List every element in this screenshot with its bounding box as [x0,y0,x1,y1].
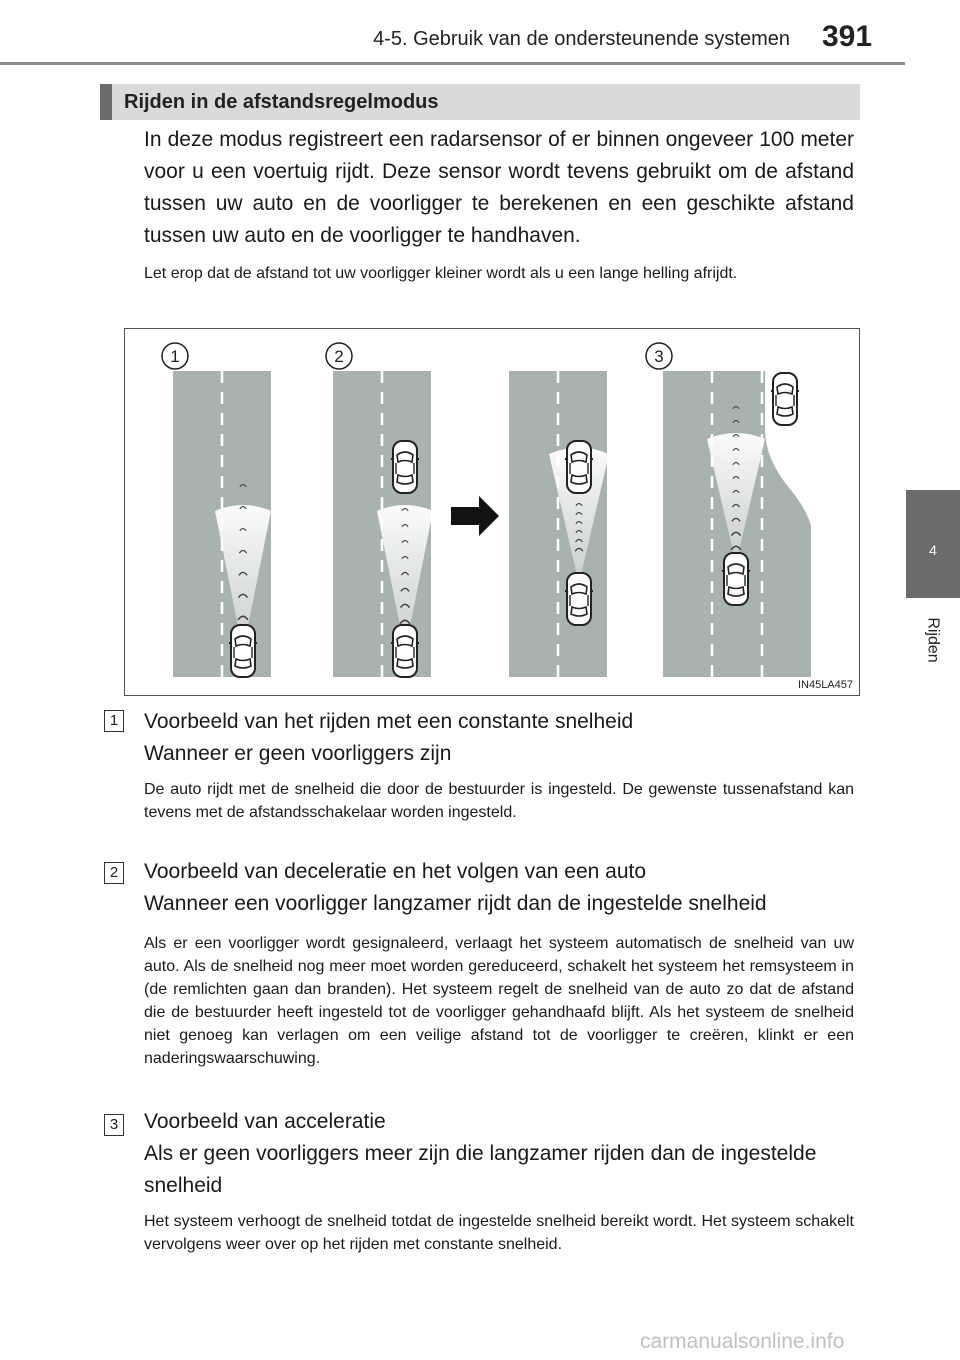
header-divider [0,62,905,65]
item-description: Als er een voorligger wordt gesignaleerd, verlaagt het systeem automatisch de snelheid van uw auto. Als de snelheid nog meer moet worden gereduceerd, schakelt het systeem het remsysteem in (de remlichten gaan dan branden). Het systeem regelt de snelheid van de auto zo dat de afstand die de bestuurder heeft ingesteld tot de voorligger gehandhaafd blijft. Als het systeem de snelheid niet genoeg kan verlagen om een veilige afstand tot de voorligger te creëren, klinkt er een naderingswaarschuwing. [144,935,854,1067]
watermark: carmanualsonline.info [640,1330,845,1353]
item-description: De auto rijdt met de snelheid die door de bestuurder is ingesteld. De gewenste tussenafstand kan tevens met de afstandsschakelaar worden ingesteld. [144,781,854,821]
svg-text:2: 2 [334,347,344,366]
item-number-badge: 2 [104,862,124,884]
svg-text:3: 3 [654,347,664,366]
chapter-number: 4 [929,542,937,558]
figure-code: IN45LA457 [797,679,853,691]
item-title-line2: Wanneer er geen voorliggers zijn [144,742,452,765]
chapter-tab [906,490,960,598]
chapter-label: Rijden [924,617,942,663]
item-title-line1: Voorbeeld van acceleratie [144,1110,386,1133]
car-icon [771,373,799,425]
car-icon [229,625,257,677]
item-title-line1: Voorbeeld van het rijden met een constante snelheid [144,710,634,733]
car-icon [391,441,419,493]
item-number-badge: 1 [104,710,124,732]
page-number: 391 [822,20,873,53]
car-icon [565,573,593,625]
item-number-badge: 3 [104,1114,124,1136]
running-header: 4-5. Gebruik van de ondersteunende systemen [373,28,790,50]
callout-3 [646,343,672,369]
illustration-figure [124,328,860,696]
car-icon [722,553,750,605]
car-icon [565,441,593,493]
note-paragraph: Let erop dat de afstand tot uw voorligger kleiner wordt als u een lange helling afrijdt. [144,265,738,282]
item-title-line2: Als er geen voorliggers meer zijn die langzamer rijden dan de ingestelde snelheid [144,1142,817,1197]
svg-text:1: 1 [170,347,180,366]
section-heading [100,84,860,120]
radar-illustration [125,329,861,697]
chapter-label-box [906,600,960,680]
item-title-line2: Wanneer een voorligger langzamer rijdt dan de ingestelde snelheid [144,892,767,915]
section-heading-text: Rijden in de afstandsregelmodus [124,91,439,113]
intro-paragraph: In deze modus registreert een radarsensor of er binnen ongeveer 100 meter voor u een voertuig rijdt. Deze sensor wordt tevens gebruikt om de afstand tussen uw auto en de voorligger te berekenen en een geschikte afstand tussen uw auto en de voorligger te handhaven. [144,128,854,247]
car-icon [391,625,419,677]
item-title-line1: Voorbeeld van deceleratie en het volgen van een auto [144,860,647,883]
callout-2 [326,343,352,369]
item-description: Het systeem verhoogt de snelheid totdat de ingestelde snelheid bereikt wordt. Het systeem schakelt vervolgens weer over op het rijden met constante snelheid. [144,1213,854,1253]
arrow-right-icon [451,496,499,536]
callout-1 [162,343,188,369]
